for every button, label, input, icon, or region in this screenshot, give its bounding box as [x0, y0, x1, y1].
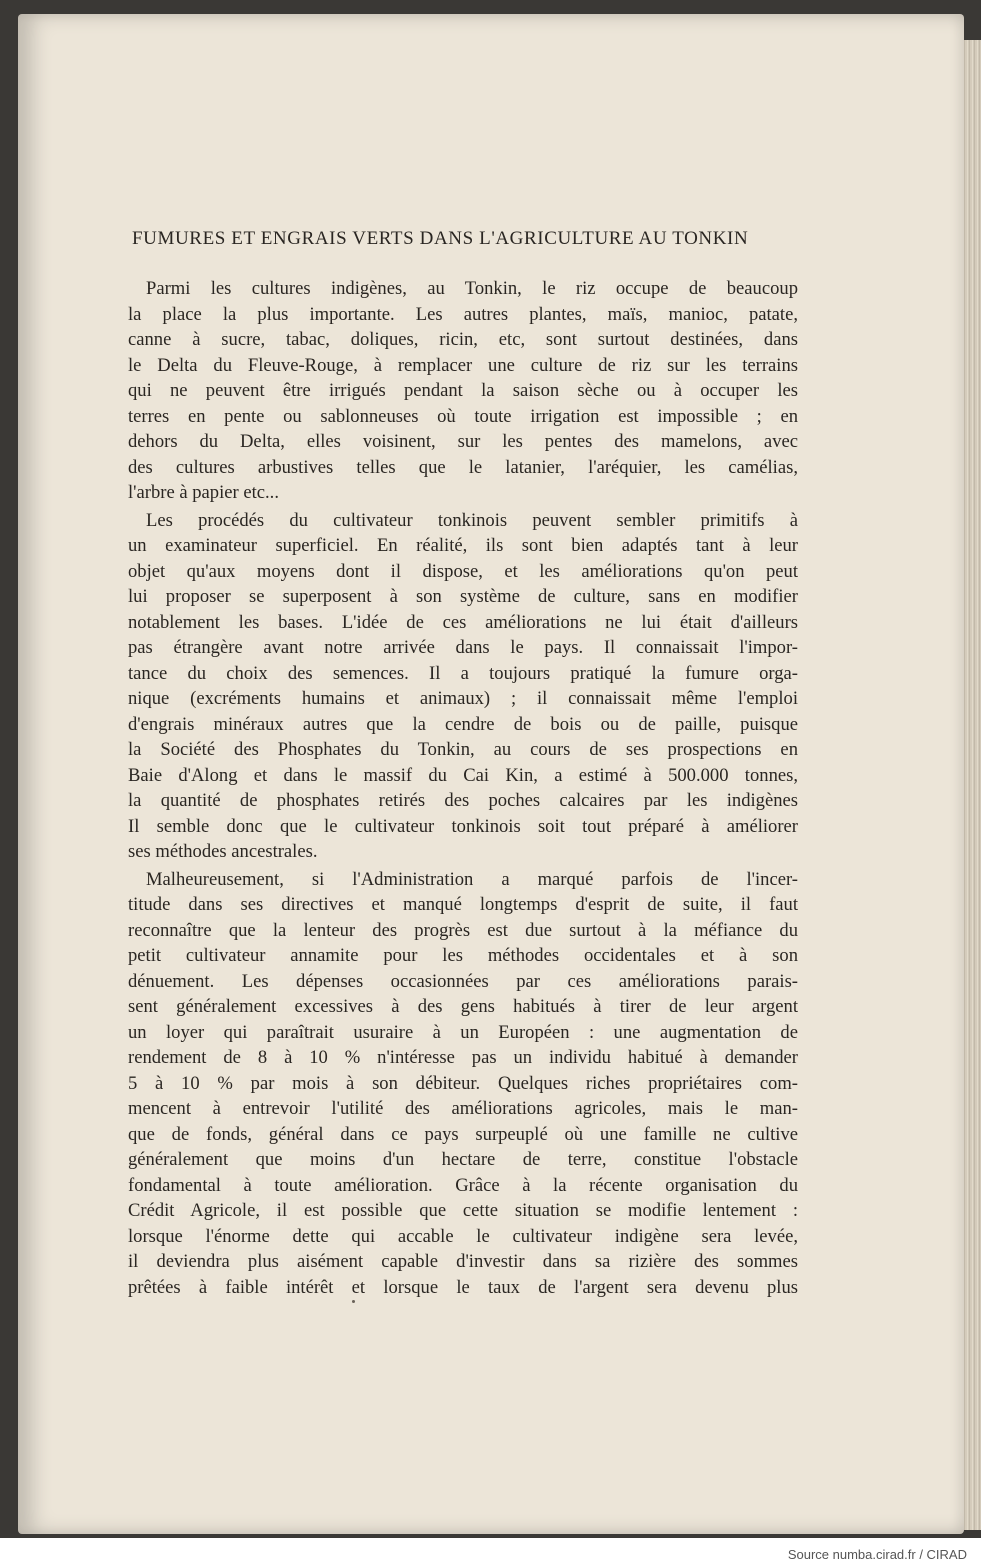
- text-line: généralement que moins d'un hectare de terre, constitue l'obstacle: [128, 1149, 798, 1170]
- source-credit: Source numba.cirad.fr / CIRAD: [787, 1547, 967, 1562]
- text-line: prêtées à faible intérêt et lorsque le taux de l'argent sera devenu plus: [128, 1276, 798, 1298]
- text-line: mencent à entrevoir l'utilité des améliorations agricoles, mais le man-: [128, 1098, 798, 1119]
- text-line: Baie d'Along et dans le massif du Cai Kin, a estimé à 500.000 tonnes,: [128, 764, 798, 786]
- text-line: que de fonds, général dans ce pays surpeuplé où une famille ne cultive: [128, 1123, 798, 1145]
- text-line: des cultures arbustives telles que le latanier, l'aréquier, les camélias,: [128, 456, 798, 478]
- text-line: titude dans ses directives et manqué longtemps d'esprit de suite, il faut: [128, 894, 798, 915]
- text-line: l'arbre à papier etc...: [128, 482, 279, 503]
- text-line: Malheureusement, si l'Administration a marqué parfois de l'incer-: [146, 868, 798, 890]
- text-line: ses méthodes ancestrales.: [128, 841, 318, 862]
- text-line: dénuement. Les dépenses occasionnées par ces améliorations parais-: [128, 970, 798, 992]
- text-line: canne à sucre, tabac, doliques, ricin, etc, sont surtout destinées, dans: [128, 329, 798, 350]
- text-line: rendement de 8 à 10 % n'intéresse pas un individu habitué à demander: [128, 1047, 798, 1068]
- body-text: [128, 276, 798, 1302]
- text-line: 5 à 10 % par mois à son débiteur. Quelques riches propriétaires com-: [128, 1072, 798, 1094]
- text-line: terres en pente ou sablonneuses où toute irrigation est impossible ; en: [128, 405, 798, 427]
- running-header: FUMURES ET ENGRAIS VERTS DANS L'AGRICULTURE AU TONKIN: [132, 228, 749, 249]
- text-line: nique (excréments humains et animaux) ; il connaissait même l'emploi: [128, 688, 798, 709]
- text-line: objet qu'aux moyens dont il dispose, et les améliorations qu'on peut: [128, 560, 798, 582]
- text-line: fondamental à toute amélioration. Grâce à la récente organisation du: [128, 1174, 798, 1196]
- text-line: tance du choix des semences. Il a toujours pratiqué la fumure orga-: [128, 662, 798, 684]
- text-line: petit cultivateur annamite pour les méthodes occidentales et à son: [128, 945, 798, 966]
- paragraph-1: [128, 276, 798, 506]
- text-line: qui ne peuvent être irrigués pendant la saison sèche ou à occuper les: [128, 380, 798, 401]
- text-line: la quantité de phosphates retirés des poches calcaires par les indigènes: [128, 790, 798, 811]
- text-line: sent généralement excessives à des gens habitués à tirer de leur argent: [128, 996, 798, 1017]
- text-line: reconnaître que la lenteur des progrès est due surtout à la méfiance du: [128, 919, 798, 941]
- paragraph-3: [128, 867, 798, 1301]
- text-line: notablement les bases. L'idée de ces améliorations ne lui était d'ailleurs: [128, 611, 798, 633]
- text-line: la place la plus importante. Les autres plantes, maïs, manioc, patate,: [128, 303, 798, 325]
- paragraph-2: [128, 508, 798, 865]
- text-line: il deviendra plus aisément capable d'investir dans sa rizière des sommes: [128, 1251, 798, 1272]
- text-line: Les procédés du cultivateur tonkinois peuvent sembler primitifs à: [146, 509, 798, 531]
- text-line: Crédit Agricole, il est possible que cette situation se modifie lentement :: [128, 1200, 798, 1221]
- text-line: le Delta du Fleuve-Rouge, à remplacer une culture de riz sur les terrains: [128, 354, 798, 376]
- text-line: d'engrais minéraux autres que la cendre de bois ou de paille, puisque: [128, 713, 798, 735]
- text-line: un examinateur superficiel. En réalité, ils sont bien adaptés tant à leur: [128, 535, 798, 556]
- text-line: lui proposer se superposent à son système de culture, sans en modifier: [128, 586, 798, 607]
- ink-speck: [352, 1300, 355, 1303]
- text-line: dehors du Delta, elles voisinent, sur les pentes des mamelons, avec: [128, 431, 798, 452]
- text-line: Parmi les cultures indigènes, au Tonkin, le riz occupe de beaucoup: [146, 278, 798, 299]
- text-line: lorsque l'énorme dette qui accable le cultivateur indigène sera levée,: [128, 1225, 798, 1247]
- text-line: un loyer qui paraîtrait usuraire à un Européen : une augmentation de: [128, 1021, 798, 1043]
- text-line: Il semble donc que le cultivateur tonkinois soit tout préparé à améliorer: [128, 815, 798, 837]
- text-line: pas étrangère avant notre arrivée dans le pays. Il connaissait l'impor-: [128, 637, 798, 658]
- text-line: la Société des Phosphates du Tonkin, au cours de ses prospections en: [128, 739, 798, 760]
